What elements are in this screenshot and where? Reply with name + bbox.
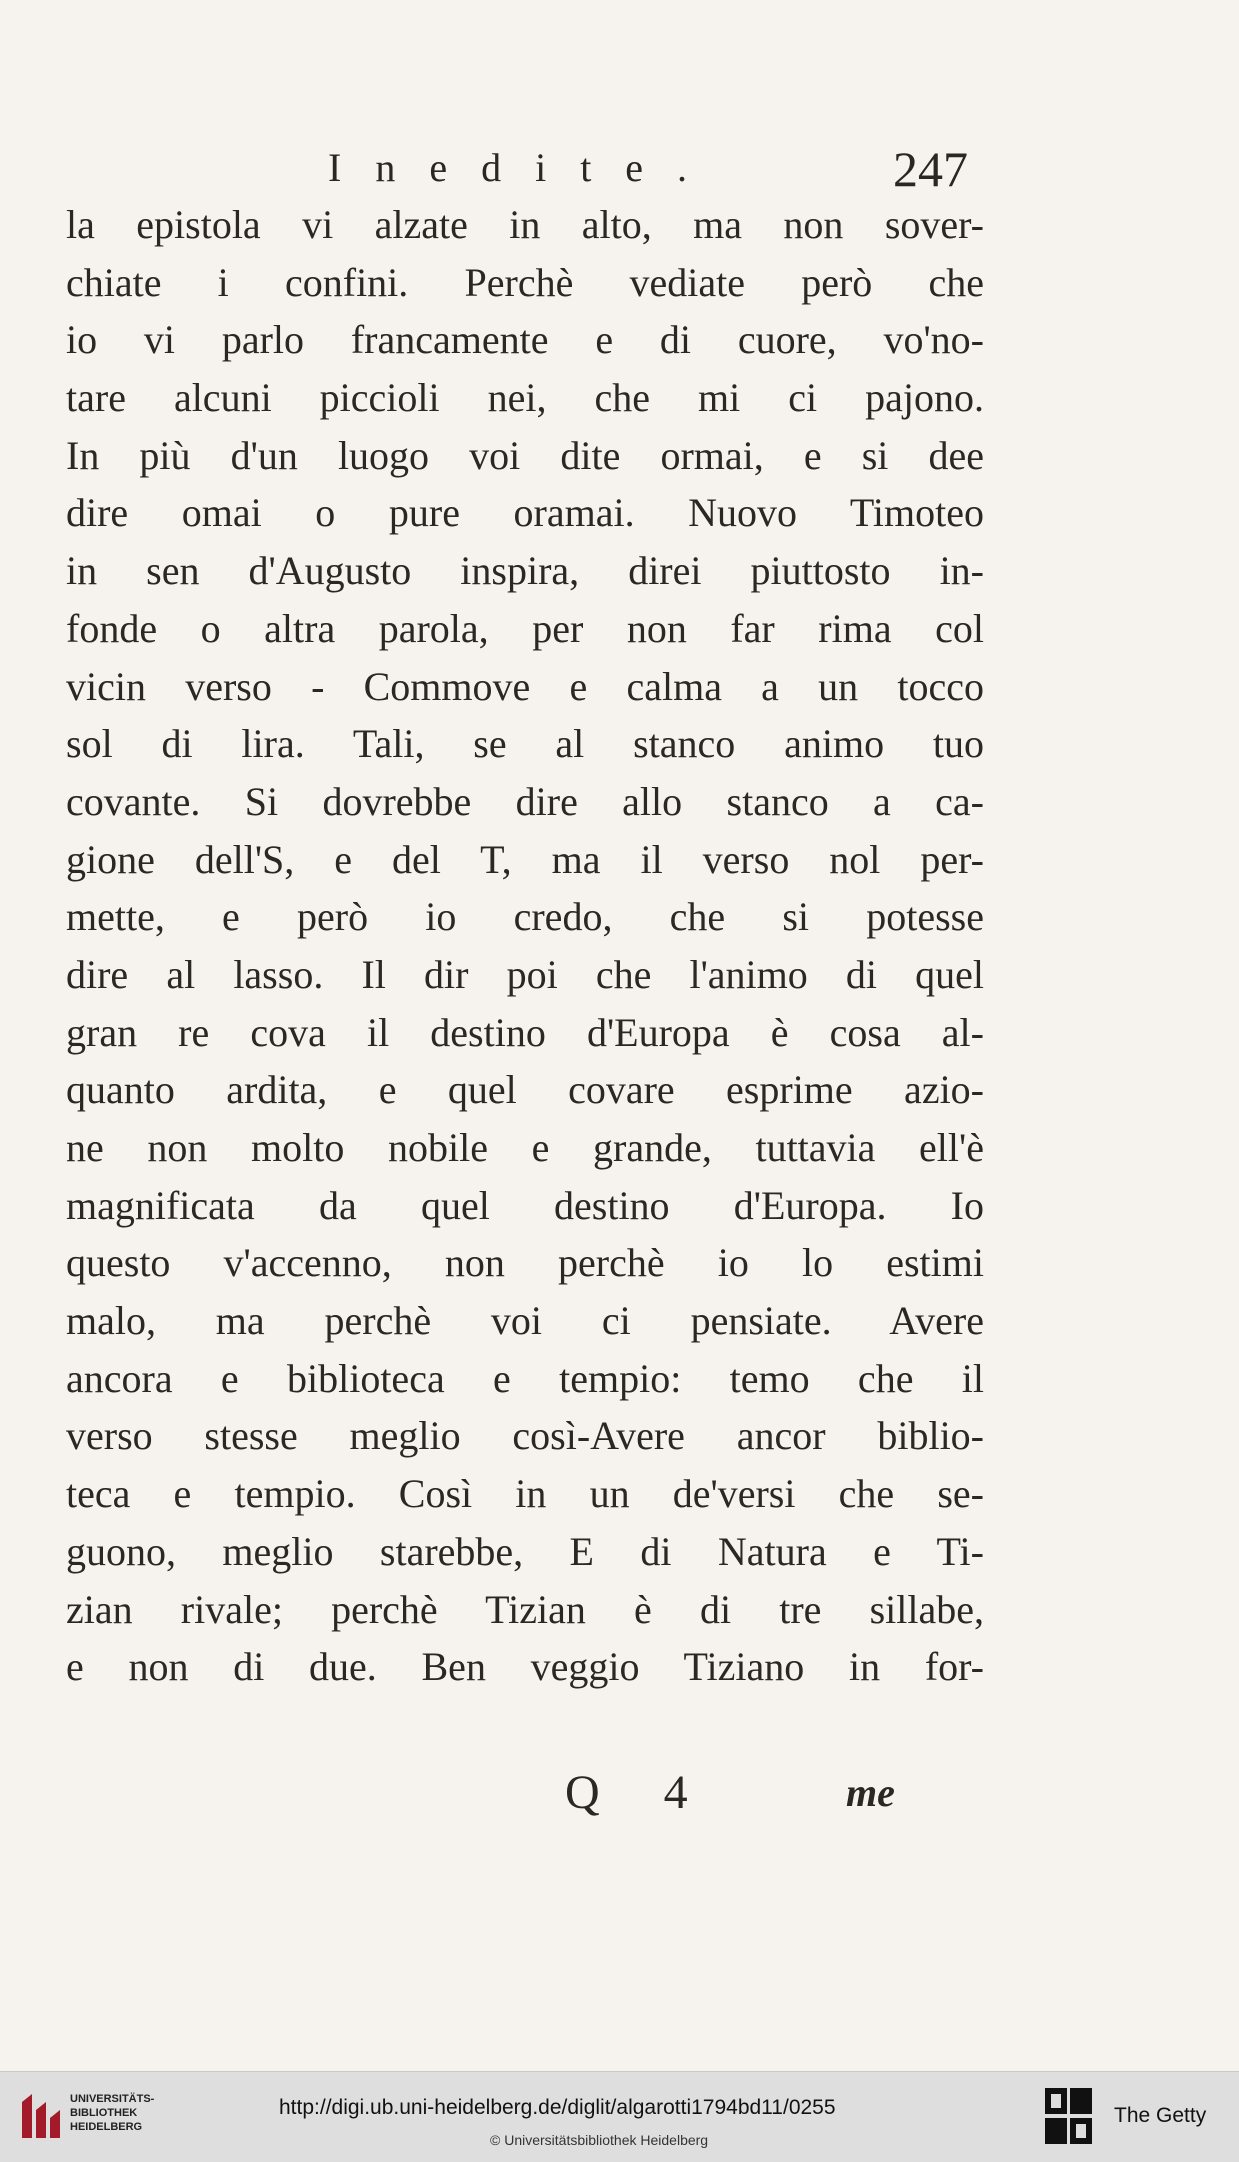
library-logo-icon	[14, 2088, 64, 2144]
copyright-notice: © Universitätsbibliothek Heidelberg	[490, 2132, 709, 2148]
text-line: mette, e però io credo, che si potesse	[66, 894, 984, 940]
text-line: covante. Si dovrebbe dire allo stanco a ca-	[66, 778, 984, 824]
text-line: verso stesse meglio così-Avere ancor biblio-	[66, 1413, 984, 1459]
text-line: e non di due. Ben veggio Tiziano in for-	[66, 1644, 984, 1690]
catchword: me	[846, 1770, 895, 1815]
permalink[interactable]: http://digi.ub.uni-heidelberg.de/diglit/algarotti1794bd11/0255	[279, 2096, 836, 2119]
text-line: tare alcuni piccioli nei, che mi ci pajono.	[66, 375, 984, 421]
text-line: ancora e biblioteca e tempio: temo che il	[66, 1355, 984, 1401]
text-line: gran re cova il destino d'Europa è cosa al-	[66, 1009, 984, 1055]
page-number: 247	[893, 141, 968, 197]
body-text	[66, 196, 984, 1696]
text-line: la epistola vi alzate in alto, ma non sover-	[66, 202, 984, 247]
text-line: sol di lira. Tali, se al stanco animo tuo	[66, 721, 984, 767]
text-line: quanto ardita, e quel covare esprime azio-	[66, 1067, 984, 1113]
text-line: dire omai o pure oramai. Nuovo Timoteo	[66, 490, 984, 536]
text-line: gione dell'S, e del T, ma il verso nol per-	[66, 836, 984, 882]
text-line: dire al lasso. Il dir poi che l'animo di quel	[66, 951, 984, 997]
signature-mark: Q 4	[565, 1766, 714, 1819]
text-line: fonde o altra parola, per non far rima col	[66, 605, 984, 651]
getty-logo-icon	[1043, 2086, 1095, 2148]
partner-name: The Getty	[1114, 2104, 1207, 2127]
text-line: ne non molto nobile e grande, tuttavia ell'è	[66, 1125, 984, 1170]
text-line: zian rivale; perchè Tizian è di tre sillabe,	[66, 1586, 984, 1632]
text-line: in sen d'Augusto inspira, direi piuttosto in-	[66, 548, 984, 594]
text-line: io vi parlo francamente e di cuore, vo'no-	[66, 317, 984, 363]
text-line: vicin verso - Commove e calma a un tocco	[66, 663, 984, 709]
text-line: chiate i confini. Perchè vediate però che	[66, 259, 984, 305]
text-line: teca e tempio. Così in un de'versi che se-	[66, 1471, 984, 1517]
library-name: UNIVERSITÄTS- BIBLIOTHEK HEIDELBERG	[70, 2093, 155, 2133]
text-line: questo v'accenno, non perchè io lo estimi	[66, 1240, 984, 1286]
running-title: Inedite.	[328, 145, 722, 190]
text-line: guono, meglio starebbe, E di Natura e Ti-	[66, 1528, 984, 1574]
viewer-footer	[0, 2071, 1239, 2162]
text-line: malo, ma perchè voi ci pensiate. Avere	[66, 1298, 984, 1344]
running-head	[0, 130, 1239, 200]
text-line: magnificata da quel destino d'Europa. Io	[66, 1182, 984, 1228]
text-line: In più d'un luogo voi dite ormai, e si dee	[66, 432, 984, 478]
page-footer-line	[0, 1765, 1239, 1825]
